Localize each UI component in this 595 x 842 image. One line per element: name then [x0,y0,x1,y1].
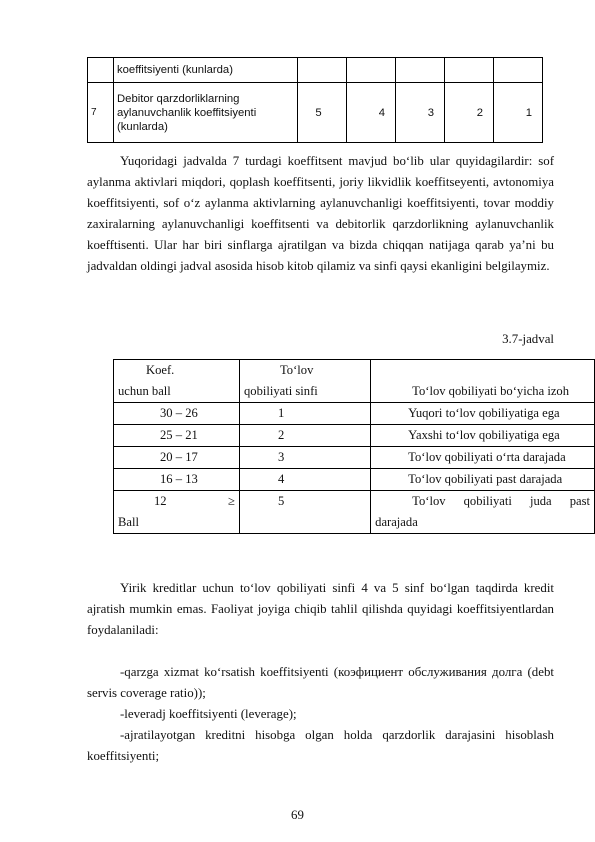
class-cell: 2 [239,425,370,447]
class-cell: 1 [239,403,370,425]
table-header-row [114,360,595,403]
header-ball: Koef. uchun ball [114,360,240,403]
note-cell: To‘lov qobiliyati past darajada [371,469,595,491]
table-row [88,58,543,83]
score-cell: 1 [494,83,543,143]
table-row [114,425,595,447]
class-cell: 4 [239,469,370,491]
score-cell: 5 [298,83,347,143]
list-item: -leveradj koeffitsiyenti (leverage); [120,707,297,721]
score-cell: 2 [445,83,494,143]
label-cell: Debitor qarzdorliklarning aylanuvchanlik koeffitsiyenti (kunlarda) [114,83,298,143]
note-cell: Yuqori to‘lov qobiliyatiga ega [371,403,595,425]
index-cell [88,58,114,83]
header-note: To‘lov qobiliyati bo‘yicha izoh [371,360,595,403]
paragraph: Yirik kreditlar uchun to‘lov qobiliyati sinfi 4 va 5 sinf bo‘lgan taqdirda kredit ajratish mumkin emas. Faoliyat joyiga chiqib tahlil qilishda quyidagi koeffitsiyentlardan foydalaniladi: [87,581,554,637]
ball-cell: 16 – 13 [114,469,240,491]
ball-cell: 30 – 26 [114,403,240,425]
solvency-class-table [113,359,595,534]
ball-cell: 25 – 21 [114,425,240,447]
paragraph: Yuqoridagi jadvalda 7 turdagi koeffitsent mavjud bo‘lib ular quyidagilardir: sof aylanma aktivlari miqdori, qoplash koeffitsenti, joriy likvidlik koeffitseyenti, avtonomiya koeffitsiyenti, sof o‘z aylanma aktivlarning aylanuvchanligi koeffitsiyenti, tovar moddiy zaxiralarning aylanuvchanligi koeffitsenti va debitorlik qarzdorlikning aylanuvchanlik koefftisenti. Ular har biri sinflarga ajratilgan va bizda chiqqan natijaga qarab ya’ni bu jadvaldan oldingi jadval asosida hisob kitob qilamiz va sinfi qaysi ekanligini belgilaymiz. [87,154,554,273]
header-class: To‘lov qobiliyati sinfi [239,360,370,403]
ball-cell: 20 – 17 [114,447,240,469]
index-cell: 7 [88,83,114,143]
score-cell: 4 [347,83,396,143]
class-cell: 5 [239,491,370,534]
coefficients-table-fragment [87,57,543,143]
list-item: -qarzga xizmat ko‘rsatish koeffitsiyenti (коэфициент обслуживания долга (debt servis coverage ratio)); [87,665,554,700]
page-number: 69 [291,808,304,822]
note-cell: Yaxshi to‘lov qobiliyatiga ega [371,425,595,447]
table-caption: 3.7-jadval [502,332,554,346]
table-row [114,491,595,534]
table-row [114,447,595,469]
table-row [114,469,595,491]
table-row [88,83,543,143]
note-cell: To‘lov qobiliyati juda past darajada [371,491,595,534]
class-cell: 3 [239,447,370,469]
ball-cell: 12 ≥ Ball [114,491,240,534]
table-row [114,403,595,425]
note-cell: To‘lov qobiliyati o‘rta darajada [371,447,595,469]
list-item: -ajratilayotgan kreditni hisobga olgan holda qarzdorlik darajasini hisoblash koeffitsiyenti; [87,728,554,763]
score-cell: 3 [396,83,445,143]
label-cell: koeffitsiyenti (kunlarda) [114,58,298,83]
